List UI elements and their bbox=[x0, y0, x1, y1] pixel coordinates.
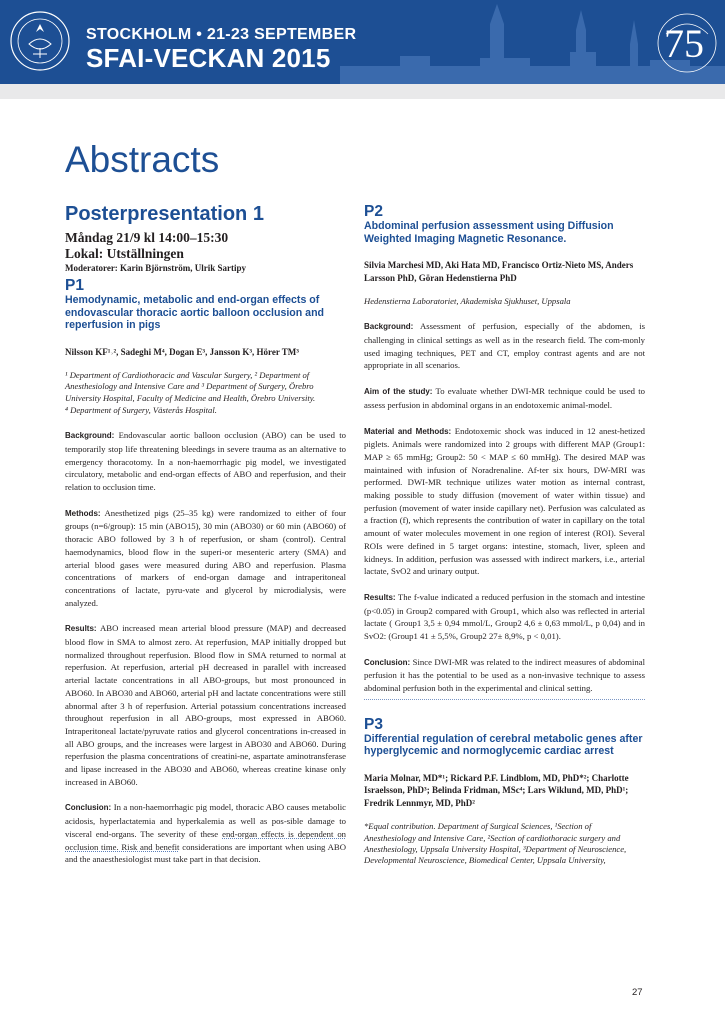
poster-authors: Maria Molnar, MD*¹; Rickard P.F. Lindblom, MD, PhD*²; Charlotte Israelsson, PhD³; Belinda Fridman, MSc⁴; Lars Wiklund, MD, PhD¹; Fredrik Lennmyr, MD, PhD² bbox=[364, 772, 629, 808]
poster-affiliation: *Equal contribution. Department of Surgical Sciences, ¹Section of Anesthesiology and Intensive Care, ²Section of cardiothoracic surgery and Anesthesiology, Uppsala University Hospital, ³Department of Neuroscience, Developmental Neuroscience, Biomedical Center, Uppsala University, bbox=[364, 821, 627, 866]
right-column bbox=[364, 203, 645, 867]
poster-title: Abdominal perfusion assessment using Diffusion Weighted Imaging Magnetic Resonance. bbox=[364, 220, 614, 245]
section-text: The f-value indicated a reduced perfusion in the stomach and intestine (p<0.05) in Group2 compared with Group1, which also was reflected in arterial lactate ( Group1 3,5 ± 0,94 mmol/L, Group2 4,6 ± 0,63 mmol/L, p 0,04) and in SvO2: (Group1 41 ± 5,5%, Group2 27± 8,9%, p < 0,01). bbox=[364, 591, 646, 642]
section-text: ABO increased mean arterial blood pressure (MAP) and decreased blood flow in SMA to almost zero. At reperfusion, MAP initially dropped but normalized throughout reperfusion. Blood flow in SMA returned to normal at reperfusion. At reperfusion, arterial pH decreased in parallel with increased arterial lactate concentrations in all ABO-groups, but most pronounced in ABO60. In ABO30 and ABO60, arterial pH and lactate concentrations were still abnormal after 3 h of reperfusion. Arterial potassium concentrations increased throughout reperfusion in all ABO-groups, most expressed in ABO60. Intraperitoneal lactate/pyruvate ratios and glycerol concentrations in-creased in all ABO groups, and the increases were largest in ABO30 and ABO60. During reperfusion the plasma concentrations of creatini-ne, aspartate aminotransferase and lipase increased in the ABO30 and ABO60, whereas creatine kinase only increased in ABO60. bbox=[65, 623, 346, 787]
poster-number: P3 bbox=[364, 715, 383, 733]
event-name: SFAI-VECKAN 2015 bbox=[86, 43, 331, 73]
section-label: Conclusion: bbox=[65, 803, 112, 813]
section-text: In a non-haemorrhagic pig model, thoracic ABO causes metabolic acidosis, hyperlactatemia and hyperkalemia as well as pos-sible damage to visceral end-organs. The severity of these bbox=[65, 802, 347, 839]
poster-affiliation: ⁴ Department of Surgery, Västerås Hospital. bbox=[65, 404, 217, 415]
section-text: Endotoxemic shock was induced in 12 anest-hetized piglets. Animals were randomized into 2 groups with different MAP (Group1: MAP ≥ 65 mmHg; Group2: 50 < MAP ≤ 60 mmHg). The desired MAP was maintained with infusion of Noradrenaline. Af-ter six hours, DW-MRI was performed. DWI-MR technique utilizes water motion as internal contrast, making possible to study diffusion (movement of water within tissue) and perfusion (movement of water inside capillary net). Perfusion was calculated as a fraction (f), which represents the contribution of water in capillary on the total amount of water molecules movement in one region of interest (ROI). Several ROIs were defined in 5 target organs: intestine, stomach, liver, spleen and kidneys. In addition, perfusion was assessed with indirect markers, i.e., arterial lactate, SvO2 and urinary output. bbox=[364, 425, 646, 577]
abstract-conclusion bbox=[364, 656, 645, 695]
poster-title: Hemodynamic, metabolic and end-organ effects of endovascular thoracic aortic balloon occlusion and reperfusion in pigs bbox=[65, 294, 325, 331]
abstract-conclusion bbox=[65, 801, 346, 866]
section-divider bbox=[364, 699, 645, 700]
poster-affiliation: Hedenstierna Laboratoriet, Akademiska Sjukhuset, Uppsala bbox=[364, 296, 571, 306]
society-seal-icon bbox=[9, 10, 71, 72]
section-text: end-organ effects is dependent on occlusion time. Risk and benefit bbox=[65, 828, 347, 852]
left-column bbox=[65, 203, 346, 866]
abstract-results bbox=[364, 591, 645, 643]
section-label: Conclusion: bbox=[364, 657, 411, 667]
section-text: Assessment of perfusion, especially of the abdomen, is challenging in clinical settings as well as in the research field. The com-monly used imaging techniques, PET and CT, employ contrast agents and are not appropriate in all scenarios. bbox=[364, 321, 645, 371]
anniversary-number: 75 bbox=[664, 21, 704, 66]
poster-number: P1 bbox=[65, 277, 84, 294]
section-label: Results: bbox=[364, 592, 396, 602]
poster-title: Differential regulation of cerebral metabolic genes after hyperglycemic and normoglycemic cardiac arrest bbox=[364, 732, 643, 758]
abstract-aim bbox=[364, 385, 645, 411]
section-label: Methods: bbox=[65, 508, 101, 518]
poster-number: P2 bbox=[364, 203, 383, 220]
section-text: Endovascular aortic balloon occlusion (ABO) can be used to temporarily stop life threatening bleedings in severe trauma as an alternative to emergency thoracotomy. In a non-haemorrhagic pig model, we investigated circulatory, metabolic and end-organ effects of ABO and reperfusion, and their relation to occlusion time. bbox=[65, 430, 346, 492]
banner-stripe bbox=[0, 84, 725, 99]
header-banner bbox=[0, 0, 725, 84]
section-text: Since DWI-MR was related to the indirect measures of abdominal perfusion it has the potential to be used as a non-invasive technique to assess abdominal perfusion both in the experimental and clinical setting. bbox=[364, 656, 646, 694]
abstract-methods bbox=[65, 507, 346, 610]
session-moderators: Moderatorer: Karin Björnström, Ulrik Sartipy bbox=[65, 263, 247, 273]
section-text: considerations are important when using ABO and the anaesthesiologist must take part in that decision. bbox=[65, 841, 346, 865]
poster-authors: Silvia Marchesi MD, Aki Hata MD, Francisco Ortiz-Nieto MS, Anders Larsson PhD, Göran Hedenstierna PhD bbox=[364, 260, 634, 283]
poster-affiliation: ¹ Department of Cardiothoracic and Vascular Surgery, ² Department of Anesthesiology and Intensive Care and ³ Department of Surgery, Örebro University Hospital, Faculty of Medicine and Health, Örebro University. bbox=[65, 370, 316, 403]
section-label: Material and Methods: bbox=[364, 426, 452, 436]
poster-authors: Nilsson KF¹˒², Sadeghi M⁴, Dogan E³, Jansson K³, Hörer TM³ bbox=[65, 346, 299, 357]
page-number: 27 bbox=[632, 987, 643, 998]
section-text: To evaluate whether DWI-MR technique could be used to assess perfusion in abdominal organs in an endotoxemic animal-model. bbox=[364, 386, 645, 410]
abstract-background bbox=[364, 320, 645, 372]
section-text: Anesthetized pigs (25–35 kg) were randomized to either of four groups (n=6/group): 15 min (ABO15), 30 min (ABO30) or 60 min (ABO60) of thoracic ABO followed by 3 h of reperfusion, or sham (control). Central haemodynamics, blood flow in the superi-or mesenteric artery (SMA) and arterial blood gases were measured during ABO and reperfusion. Plasma concentrations of markers of end-organ damage and intraperitoneal concentrations of lactate, pyru-vate and glycerol by microdialysis, were analyzed. bbox=[65, 507, 346, 608]
section-label: Aim of the study: bbox=[364, 387, 433, 397]
event-dates: STOCKHOLM • 21-23 SEPTEMBER bbox=[86, 26, 357, 43]
abstract-methods bbox=[364, 425, 645, 578]
session-room: Lokal: Utställningen bbox=[65, 246, 184, 261]
session-time: Måndag 21/9 kl 14:00–15:30 bbox=[65, 230, 229, 245]
section-label: Results: bbox=[65, 624, 97, 634]
abstract-background bbox=[65, 429, 346, 494]
session-heading: Posterpresentation 1 bbox=[65, 203, 264, 225]
abstract-results bbox=[65, 622, 346, 788]
section-label: Background: bbox=[364, 322, 414, 332]
page-title: Abstracts bbox=[65, 139, 220, 180]
section-label: Background: bbox=[65, 431, 115, 441]
